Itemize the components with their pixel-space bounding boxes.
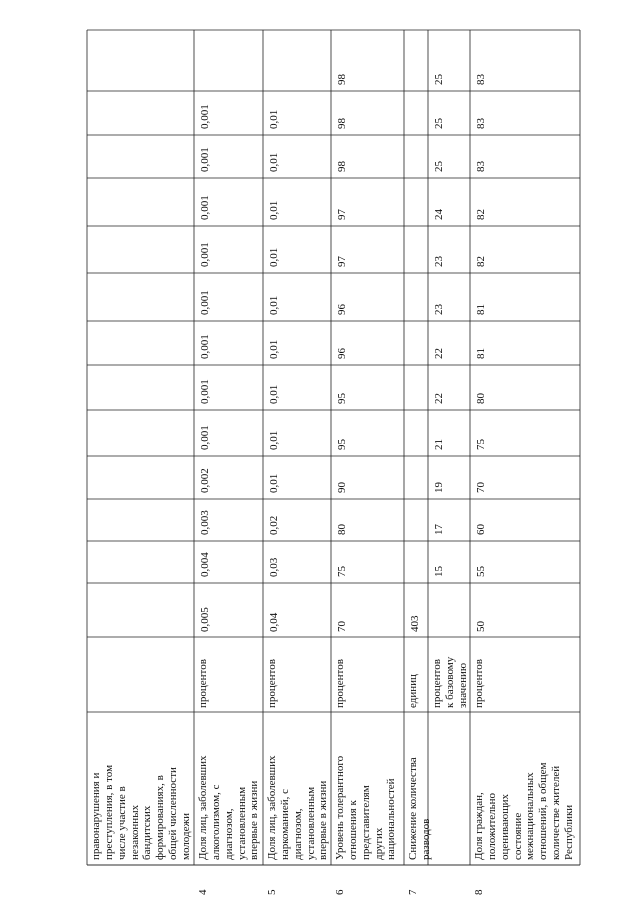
target-value: 0,01 [268,384,280,404]
target-value: 0,001 [199,147,211,172]
target-value: 0,01 [268,152,280,172]
base-value: 70 [336,621,348,632]
target-value: 98 [336,118,348,129]
target-value: 22 [433,393,445,404]
target-value: 83 [475,118,487,129]
base-value: 0,005 [199,607,211,632]
target-value: 0,01 [268,200,280,220]
target-value: 0,001 [199,425,211,450]
target-value: 96 [336,304,348,315]
target-value: 0,002 [199,468,211,493]
target-value: 24 [433,209,445,220]
unit-label: процентов [197,659,209,708]
target-value: 95 [336,439,348,450]
target-value: 19 [433,482,445,493]
target-value: 0,01 [268,430,280,450]
base-value: 50 [475,621,487,632]
target-value: 15 [433,566,445,577]
target-value: 55 [475,566,487,577]
row-number: 5 [266,889,278,895]
indicator-name: правонарушения и преступления, в том числе участие в незаконных бандитских формированиях, в общей численности молодежи [90,764,193,860]
target-value: 60 [475,524,487,535]
target-value: 96 [336,348,348,359]
base-value: 403 [409,615,421,632]
unit-label: процентов [334,659,346,708]
target-value: 25 [433,161,445,172]
target-value: 0,01 [268,247,280,267]
target-value: 81 [475,304,487,315]
target-value: 0,01 [268,473,280,493]
target-value: 83 [475,161,487,172]
target-value: 0,001 [199,379,211,404]
target-value: 75 [475,439,487,450]
target-value: 22 [433,348,445,359]
indicator-name: Уровень толерантного отношения к представителям других национальностей [334,755,398,860]
target-value: 75 [336,566,348,577]
target-value: 80 [336,524,348,535]
table-grid [87,30,580,865]
target-value: 25 [433,74,445,85]
target-value: 83 [475,74,487,85]
target-value: 0,03 [268,557,280,577]
target-value: 23 [433,304,445,315]
indicator-name: Доля лиц, заболевших алкоголизмом, с диагнозом, установленным впервые в жизни [197,755,261,860]
target-value: 21 [433,439,445,450]
target-value: 0,01 [268,295,280,315]
target-value: 0,001 [199,195,211,220]
target-value: 82 [475,209,487,220]
target-value: 0,003 [199,510,211,535]
target-value: 98 [336,74,348,85]
unit-label: процентов [473,659,485,708]
target-value: 82 [475,256,487,267]
target-value: 80 [475,393,487,404]
indicator-name: Снижение количества разводов [407,757,432,860]
target-value: 97 [336,209,348,220]
target-value: 25 [433,118,445,129]
target-value: 0,001 [199,242,211,267]
unit-label: единиц [407,674,419,708]
target-value: 0,01 [268,109,280,129]
base-value: 0,04 [268,612,280,632]
row-number: 7 [407,889,419,895]
target-value: 0,004 [199,552,211,577]
target-value: 81 [475,348,487,359]
target-value: 70 [475,482,487,493]
target-value: 17 [433,524,445,535]
target-value: 0,02 [268,515,280,535]
target-value: 0,001 [199,290,211,315]
target-value: 98 [336,161,348,172]
indicator-name: Доля граждан, положительно оценивающих состояние межнациональных отношений, в общем количестве жителей Республики [473,762,576,860]
unit-label: процентов к базовому значению [431,656,469,708]
target-value: 95 [336,393,348,404]
row-number: 8 [473,889,485,895]
row-number: 6 [334,889,346,895]
row-number: 4 [197,889,209,895]
unit-label: процентов [266,659,278,708]
indicator-name: Доля лиц, заболевших наркоманией, с диагнозом, установленным впервые в жизни [266,755,330,860]
target-value: 97 [336,256,348,267]
target-value: 23 [433,256,445,267]
target-value: 0,001 [199,104,211,129]
target-value: 0,001 [199,334,211,359]
target-value: 90 [336,482,348,493]
target-value: 0,01 [268,339,280,359]
